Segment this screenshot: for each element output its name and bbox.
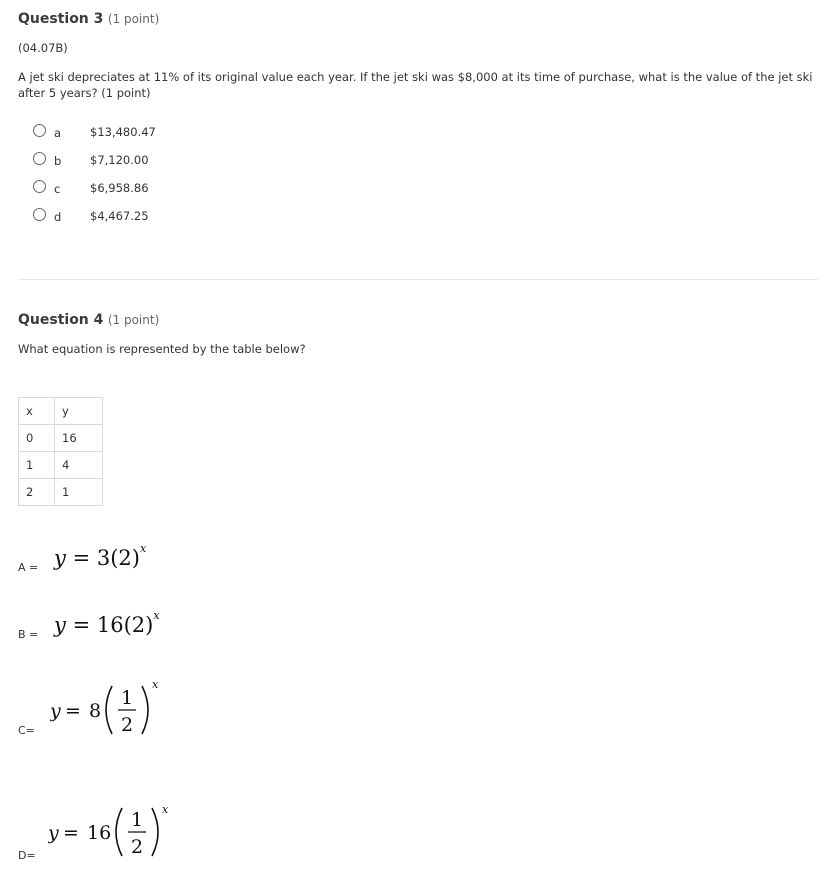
table-header-x: x (19, 398, 55, 425)
fraction-numerator: 1 (131, 809, 144, 831)
q3-title-text: Question 3 (18, 11, 104, 27)
q3-option-c[interactable] (33, 180, 163, 198)
q4-table (18, 397, 103, 506)
equation-exponent: x (152, 678, 159, 691)
q3-radio-a[interactable] (33, 124, 46, 137)
q3-option-value: $4,467.25 (90, 209, 149, 223)
equation-lhs: y (54, 613, 66, 637)
equation-coefficient: 16 (87, 822, 112, 844)
table-cell-x: 0 (19, 425, 55, 452)
table-row (19, 479, 103, 506)
table-cell-x: 2 (19, 479, 55, 506)
q3-option-d[interactable] (33, 208, 163, 226)
q3-title (18, 11, 159, 27)
choice-d-label: D= (18, 849, 36, 862)
q3-option-b[interactable] (33, 152, 163, 170)
q3-prompt: A jet ski depreciates at 11% of its original value each year. If the jet ski was $8,000 at its time of purchase, what is the value of the jet ski after 5 years? (1 point) (18, 70, 813, 100)
equation-equals: = (72, 613, 91, 637)
right-paren (142, 686, 148, 734)
equation-base: (2) (123, 613, 154, 637)
choice-c-label: C= (18, 724, 35, 737)
q3-points: (1 point) (107, 12, 160, 26)
choice-a-label: A = (18, 561, 39, 574)
choice-b-equation (54, 609, 160, 637)
choice-d-equation (48, 800, 188, 870)
right-paren (152, 808, 158, 856)
choice-c-equation (50, 676, 180, 746)
table-cell-x: 1 (19, 452, 55, 479)
q3-option-value: $7,120.00 (90, 153, 149, 167)
table-cell-y: 1 (55, 479, 103, 506)
q3-radio-c[interactable] (33, 180, 46, 193)
fraction-numerator: 1 (121, 687, 134, 709)
equation-coefficient: 8 (89, 700, 102, 722)
equation-coefficient: 16 (96, 613, 124, 637)
equation-exponent: x (162, 803, 169, 816)
q3-code: (04.07B) (18, 41, 68, 55)
table-header-row (19, 398, 103, 425)
fraction-denominator: 2 (131, 836, 144, 858)
equation-base: (2) (110, 546, 140, 570)
question-divider (18, 279, 818, 280)
choice-a-equation (54, 542, 147, 570)
choice-b-label: B = (18, 628, 39, 641)
left-paren (116, 808, 122, 856)
table-row (19, 452, 103, 479)
equation-coefficient: 3 (96, 546, 111, 570)
table-row (19, 425, 103, 452)
q3-option-letter: c (54, 182, 61, 196)
q3-option-letter: b (54, 154, 62, 168)
table-cell-y: 4 (55, 452, 103, 479)
q3-radio-d[interactable] (33, 208, 46, 221)
equation-lhs: y (50, 700, 61, 722)
equation-equals: = (72, 546, 91, 570)
q4-prompt: What equation is represented by the table below? (18, 342, 306, 356)
equation-lhs: y (54, 546, 66, 570)
equation-lhs: y (48, 822, 59, 844)
equation-exponent: x (153, 609, 160, 622)
q3-option-value: $6,958.86 (90, 181, 149, 195)
q3-option-letter: a (54, 126, 62, 140)
left-paren (106, 686, 112, 734)
q4-points: (1 point) (107, 313, 160, 327)
equation-equals: = (63, 822, 79, 844)
q3-radio-b[interactable] (33, 152, 46, 165)
q4-title-text: Question 4 (18, 312, 104, 328)
equation-exponent: x (139, 542, 147, 555)
q3-option-value: $13,480.47 (90, 125, 156, 139)
q3-option-letter: d (54, 210, 62, 224)
q3-option-a[interactable] (33, 124, 163, 142)
table-header-y: y (55, 398, 103, 425)
table-cell-y: 16 (55, 425, 103, 452)
equation-equals: = (65, 700, 81, 722)
q4-title (18, 312, 159, 328)
fraction-denominator: 2 (121, 714, 134, 736)
